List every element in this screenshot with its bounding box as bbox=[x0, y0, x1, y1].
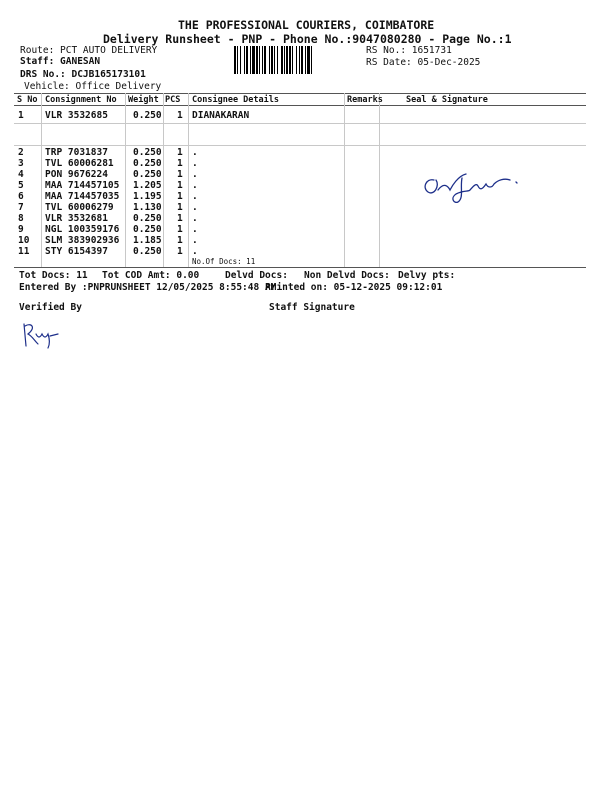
row-weight: 1.185 bbox=[133, 235, 162, 246]
row-consignment: VLR 3532685 bbox=[45, 110, 108, 121]
row-consignment: SLM 383902936 bbox=[45, 235, 120, 246]
row-consignee: . bbox=[192, 213, 198, 224]
row-pcs: 1 bbox=[177, 169, 183, 180]
non-delvd-docs: Non Delvd Docs: bbox=[304, 270, 390, 281]
row-consignee: . bbox=[192, 169, 198, 180]
row-weight: 0.250 bbox=[133, 224, 162, 235]
printed-on: Printed on: 05-12-2025 09:12:01 bbox=[265, 282, 443, 293]
row-consignee: . bbox=[192, 147, 198, 158]
col-pcs: PCS bbox=[165, 95, 181, 105]
company-name: THE PROFESSIONAL COURIERS, COIMBATORE bbox=[178, 18, 435, 32]
row-consignee: . bbox=[192, 202, 198, 213]
row-consignment: TVL 60006279 bbox=[45, 202, 114, 213]
row-sno: 7 bbox=[18, 202, 24, 213]
row-sno: 10 bbox=[18, 235, 30, 246]
row-consignee: . bbox=[192, 158, 198, 169]
row-weight: 0.250 bbox=[133, 246, 162, 257]
row-sno: 6 bbox=[18, 191, 24, 202]
row-consignee: . bbox=[192, 224, 198, 235]
row-consignment: STY 6154397 bbox=[45, 246, 108, 257]
row-consignment: PON 9676224 bbox=[45, 169, 108, 180]
row-weight: 1.195 bbox=[133, 191, 162, 202]
row-consignee: . bbox=[192, 246, 198, 257]
row-pcs: 1 bbox=[177, 224, 183, 235]
row-consignee: . bbox=[192, 180, 198, 191]
row-weight: 0.250 bbox=[133, 158, 162, 169]
verifier-signature bbox=[20, 320, 70, 350]
route-label: Route: PCT AUTO DELIVERY bbox=[20, 45, 158, 56]
row-consignment: TRP 7031837 bbox=[45, 147, 108, 158]
staff-signature: Staff Signature bbox=[269, 302, 355, 313]
row-sno: 4 bbox=[18, 169, 24, 180]
rs-number: RS No.: 1651731 bbox=[366, 45, 452, 56]
tot-cod-amt: Tot COD Amt: 0.00 bbox=[102, 270, 200, 281]
staff-label: Staff: GANESAN bbox=[20, 56, 101, 67]
row-pcs: 1 bbox=[177, 158, 183, 169]
row-sno: 11 bbox=[18, 246, 30, 257]
row-pcs: 1 bbox=[177, 202, 183, 213]
col-sno: S No bbox=[17, 95, 38, 105]
row-weight: 1.130 bbox=[133, 202, 162, 213]
row-sno: 9 bbox=[18, 224, 24, 235]
col-consignee: Consignee Details bbox=[192, 95, 279, 105]
row-consignment: NGL 100359176 bbox=[45, 224, 120, 235]
row-weight: 0.250 bbox=[133, 110, 162, 121]
row-pcs: 1 bbox=[177, 246, 183, 257]
row-pcs: 1 bbox=[177, 191, 183, 202]
row-consignment: TVL 60006281 bbox=[45, 158, 114, 169]
col-remarks: Remarks bbox=[347, 95, 383, 105]
row-consignment: VLR 3532681 bbox=[45, 213, 108, 224]
row-weight: 1.205 bbox=[133, 180, 162, 191]
col-seal-signature: Seal & Signature bbox=[406, 95, 488, 105]
entered-by: Entered By :PNPRUNSHEET 12/05/2025 8:55:48 AM bbox=[19, 282, 277, 293]
row-consignee: . bbox=[192, 235, 198, 246]
row-pcs: 1 bbox=[177, 235, 183, 246]
row-consignment: MAA 714457035 bbox=[45, 191, 120, 202]
row-pcs: 1 bbox=[177, 213, 183, 224]
row-sno: 1 bbox=[18, 110, 24, 121]
row-consignee: DIANAKARAN bbox=[192, 110, 250, 121]
no-of-docs: No.Of Docs: 11 bbox=[192, 257, 256, 266]
delvy-pts: Delvy pts: bbox=[398, 270, 456, 281]
drs-number: DRS No.: DCJB165173101 bbox=[20, 69, 146, 80]
row-sno: 5 bbox=[18, 180, 24, 191]
row-weight: 0.250 bbox=[133, 147, 162, 158]
row-sno: 8 bbox=[18, 213, 24, 224]
barcode bbox=[234, 46, 360, 74]
col-weight: Weight bbox=[128, 95, 159, 105]
row-weight: 0.250 bbox=[133, 169, 162, 180]
runsheet-title: Delivery Runsheet - PNP - Phone No.:9047080280 - Page No.:1 bbox=[103, 32, 512, 46]
vehicle-label: Vehicle: Office Delivery bbox=[24, 81, 162, 92]
rs-date: RS Date: 05-Dec-2025 bbox=[366, 57, 481, 68]
row-weight: 0.250 bbox=[133, 213, 162, 224]
row-consignment: MAA 714457105 bbox=[45, 180, 120, 191]
col-consignment: Consignment No bbox=[45, 95, 117, 105]
row-sno: 2 bbox=[18, 147, 24, 158]
row-pcs: 1 bbox=[177, 180, 183, 191]
delvd-docs: Delvd Docs: bbox=[225, 270, 288, 281]
consignee-signature bbox=[420, 168, 530, 208]
row-pcs: 1 bbox=[177, 110, 183, 121]
row-sno: 3 bbox=[18, 158, 24, 169]
row-consignee: . bbox=[192, 191, 198, 202]
row-pcs: 1 bbox=[177, 147, 183, 158]
verified-by: Verified By bbox=[19, 302, 82, 313]
tot-docs: Tot Docs: 11 bbox=[19, 270, 88, 281]
